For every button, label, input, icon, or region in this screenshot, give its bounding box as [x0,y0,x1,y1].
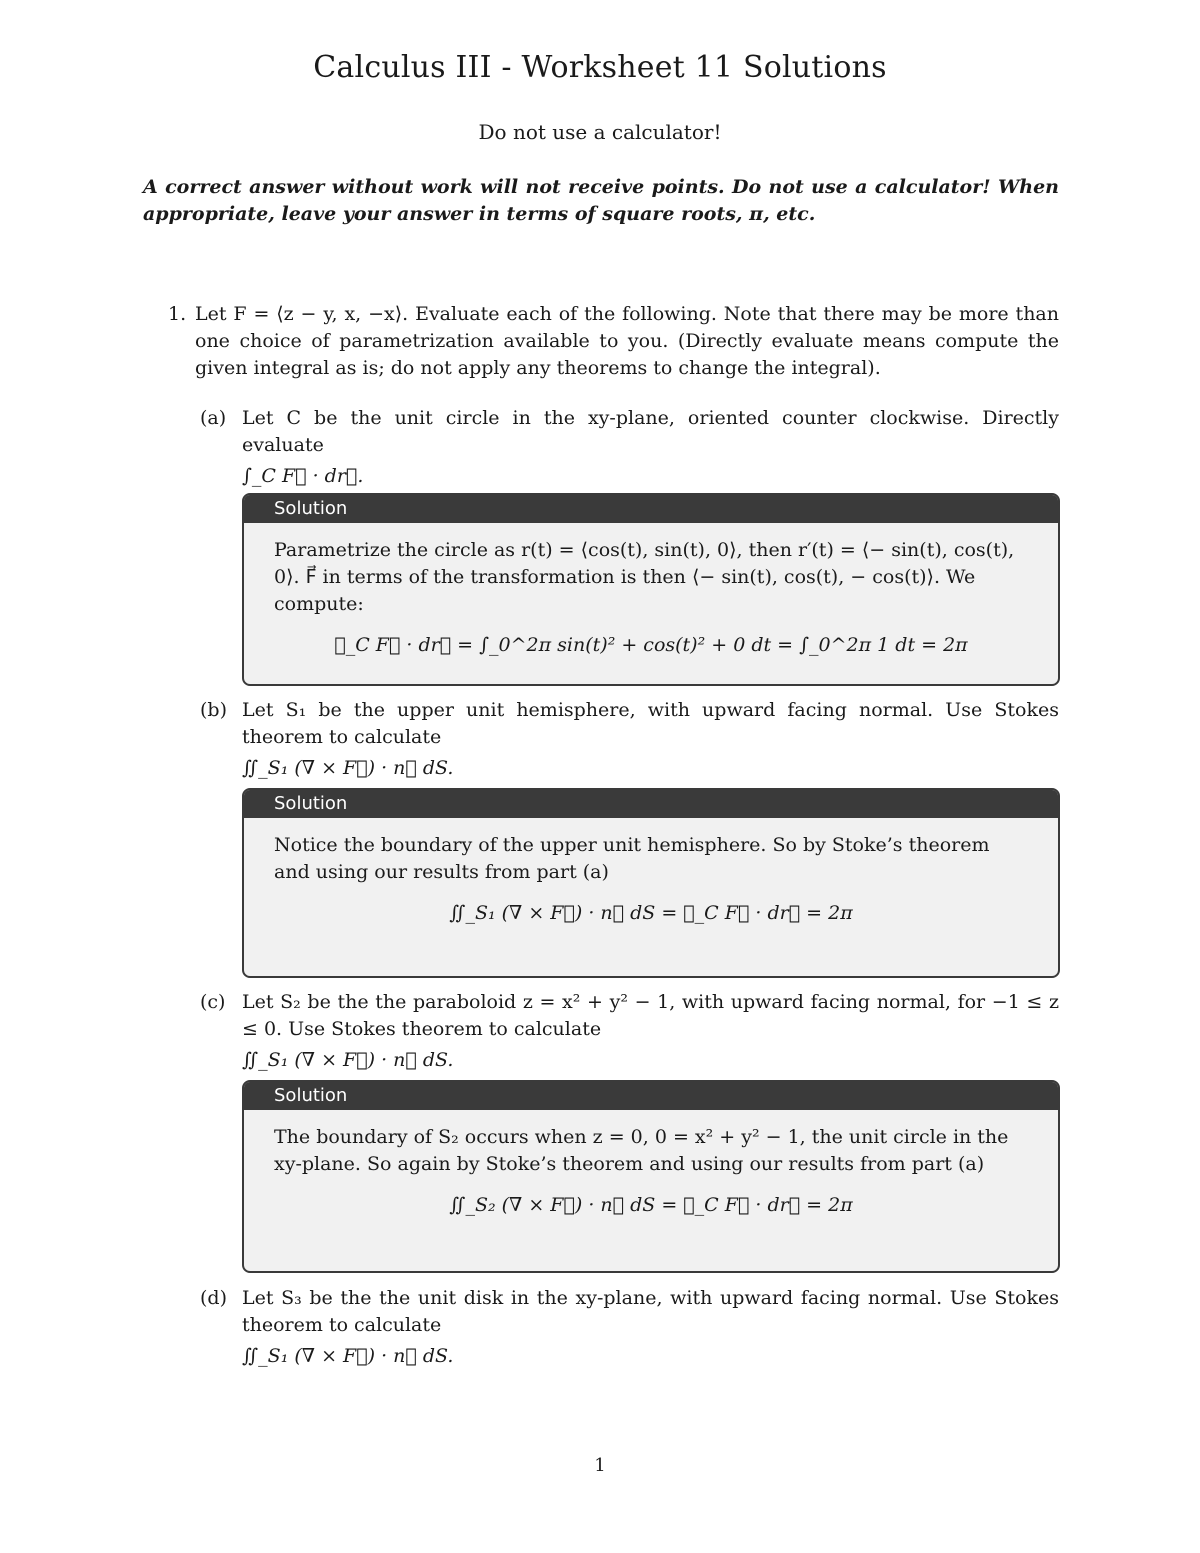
part-a [200,405,1059,490]
instructions: A correct answer without work will not receive points. Do not use a calculator! When appropriate, leave your answer in terms of square roots, π, etc. [143,176,1059,225]
part-integral: ∬_S₁ (∇ × F⃗) · n⃗ dS. [242,1049,454,1071]
part-b [200,697,1059,782]
solution-text: Notice the boundary of the upper unit hemisphere. So by Stoke’s theorem and using our results from part (a) [274,834,990,883]
part-integral: ∬_S₁ (∇ × F⃗) · n⃗ dS. [242,757,454,779]
problem-text: Let F = ⟨z − y, x, −x⟩. Evaluate each of the following. Note that there may be more than one choice of parametrization available to you. (Directly evaluate means compute the given integral as is; do not apply any theorems to change the integral). [195,303,1059,379]
page-subtitle: Do not use a calculator! [478,120,722,144]
part-integral: ∬_S₁ (∇ × F⃗) · n⃗ dS. [242,1345,454,1367]
solution-box-b [242,788,1060,978]
problem-1 [168,301,1059,382]
part-text: Let S₁ be the upper unit hemisphere, with upward facing normal. Use Stokes theorem to calculate [242,699,1059,748]
part-text: Let S₂ be the the paraboloid z = x² + y² − 1, with upward facing normal, for −1 ≤ z ≤ 0. Use Stokes theorem to calculate [242,991,1059,1040]
part-c [200,989,1059,1074]
solution-header: Solution [244,790,1058,818]
solution-box-c [242,1080,1060,1273]
solution-equation: ∬_S₁ (∇ × F⃗) · n⃗ dS = ∮_C F⃗ · dr⃗ = 2π [449,902,853,924]
solution-header: Solution [244,495,1058,523]
problem-number: 1. [168,303,187,325]
solution-box-a [242,493,1060,686]
part-d [200,1285,1059,1370]
part-label: (b) [200,699,227,721]
solution-header: Solution [244,1082,1058,1110]
part-integral: ∫_C F⃗ · dr⃗. [242,465,364,487]
solution-text: Parametrize the circle as r(t) = ⟨cos(t), sin(t), 0⟩, then r′(t) = ⟨− sin(t), cos(t), 0⟩. F⃗ in terms of the transformation is then ⟨− sin(t), cos(t), − cos(t)⟩. We compute: [274,539,1015,615]
part-label: (a) [200,407,227,429]
solution-equation: ∬_S₂ (∇ × F⃗) · n⃗ dS = ∮_C F⃗ · dr⃗ = 2π [449,1194,853,1216]
part-label: (d) [200,1287,227,1309]
solution-text: The boundary of S₂ occurs when z = 0, 0 = x² + y² − 1, the unit circle in the xy-plane. So again by Stoke’s theorem and using our results from part (a) [274,1126,1009,1175]
part-label: (c) [200,991,226,1013]
part-text: Let S₃ be the the unit disk in the xy-plane, with upward facing normal. Use Stokes theorem to calculate [242,1287,1059,1336]
solution-equation: ∮_C F⃗ · dr⃗ = ∫_0^2π sin(t)² + cos(t)² + 0 dt = ∫_0^2π 1 dt = 2π [334,634,968,656]
page-title: Calculus III - Worksheet 11 Solutions [313,50,887,85]
part-text: Let C be the unit circle in the xy-plane, oriented counter clockwise. Directly evaluate [242,407,1059,456]
page-number: 1 [594,1455,606,1476]
